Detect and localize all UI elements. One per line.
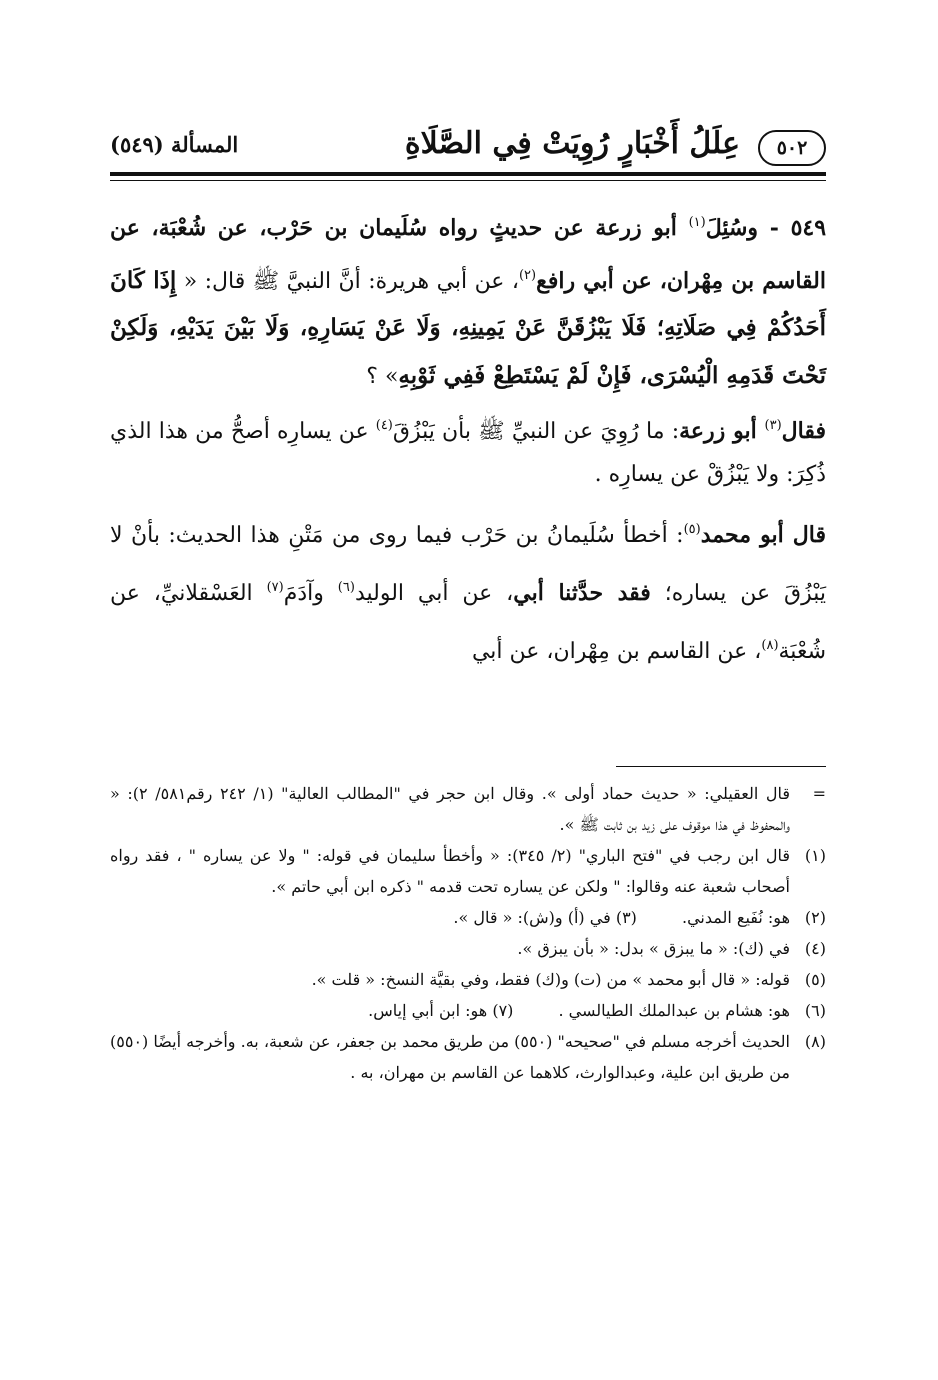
footnote-mark: =: [812, 784, 826, 803]
footnote: [110, 840, 826, 902]
footnote: [110, 778, 826, 840]
commentary-text-5: ، عن القاسم بن مِهْران، عن أبي: [471, 639, 762, 664]
footnote-text: هو: ابن أبي إياس.: [368, 1001, 488, 1020]
hadith-text: إِذَا كَانَ أَحَدُكُمْ فِي صَلَاتِهِ؛ فَلَا يَبْزُقَنَّ عَنْ يَمِينِهِ، وَلَا عَنْ يَسَارِهِ، وَلَا بَيْنَ يَدَيْهِ، وَلَكِنْ تَحْتَ قَدَمِهِ الْيُسْرَى، فَإِنْ لَمْ يَسْتَطِعْ فَفِي ثَوْبِهِ: [110, 266, 826, 389]
footnote-ref-8: (٨): [761, 638, 779, 653]
footnote: [110, 902, 826, 933]
header-rule-thin: [110, 180, 826, 181]
footnote-text: في (أ) و(ش): « قال ».: [453, 908, 611, 927]
answer-text: : ما رُوِيَ عن النبيِّ ﷺ بأن يَبْزُقَ: [392, 419, 680, 444]
commentary-lead: قال أبو محمد: [700, 522, 826, 548]
answer-lead-name: أبو زرعة: [679, 418, 765, 444]
footnote-mark: (٣): [615, 908, 637, 927]
footnote-mark: (١): [804, 846, 826, 865]
footnote: [110, 1026, 826, 1088]
footnote-ref-3: (٣): [764, 418, 782, 433]
footnote-text: هو: نُفَيع المدني.: [682, 908, 790, 927]
footnote: [110, 995, 826, 1026]
footnote: [110, 933, 826, 964]
page-header: [110, 120, 826, 178]
footnote-text: قوله: « قال أبو محمد » من (ت) و(ك) فقط، وفي بقيَّة النسخ: « قلت ».: [311, 970, 790, 989]
book-title: عِلَلُ أَخْبَارٍ رُوِيَتْ فِي الصَّلَاةِ: [404, 126, 740, 161]
commentary-text: : أخطأ سُلَيمانُ بن حَرْب فيما روى من مَتْنِ هذا الحديث: بأنْ لا يَبْزُقَ عن يساره؛: [110, 523, 827, 606]
question-paragraph: [110, 200, 826, 400]
footnote-separator: [616, 766, 826, 767]
footnote-mark: (٥): [804, 970, 826, 989]
question-text-2: ، عن أبي هريرة: أنَّ النبيَّ ﷺ قال: «: [176, 268, 519, 294]
commentary-text-4: العَسْقلانيِّ، عن شُعْبَة: [110, 581, 826, 664]
footnote-text: في (ك): « ما يبزق » بدل: « بأن يبزق ».: [517, 939, 790, 958]
question-end: » ؟: [366, 363, 399, 389]
issue-number: المسألة (٥٤٩): [110, 132, 239, 157]
footnote-ref-4: (٤): [375, 418, 393, 433]
commentary-text-2: ، عن أبي الوليد: [354, 581, 514, 606]
footnote: [110, 964, 826, 995]
footnote-text: قال العقيلي: « حديث حماد أولى ». وقال ابن حجر في "المطالب العالية" (١/ ٢٤٢ رقم٥٨١/ ٢): « والمحفوظ في هذا موقوف على زيد بن ثابت ﷺ ».: [110, 784, 791, 834]
commentary-text-3: وآدَمَ: [283, 581, 338, 606]
footnote-mark: (٨): [804, 1032, 826, 1051]
answer-lead: فقال: [781, 418, 826, 444]
footnote-mark: (٢): [804, 908, 826, 927]
footnote-ref-1: (١): [688, 215, 706, 230]
commentary-bold: فقد حدَّثنا أبي: [513, 580, 651, 606]
answer-paragraph: [110, 404, 826, 496]
footnote-ref-7: (٧): [266, 580, 284, 595]
footnote-ref-2: (٢): [518, 267, 537, 283]
question-text: أبو زرعة عن حديثٍ رواه سُلَيمان بن حَرْب، عن شُعْبَة، عن القاسم بن مِهْران، عن أبي رافع: [110, 215, 826, 294]
page-number: ٥٠٢: [758, 130, 826, 166]
commentary-paragraph: [110, 504, 826, 678]
footnote-mark: (٧): [492, 1001, 514, 1020]
issue-lead: ٥٤٩ - وسُئِلَ: [705, 215, 827, 241]
footnote-mark: (٦): [804, 1001, 826, 1020]
answer-text-2: عن يسارِه أصحُّ من هذا الذي ذُكِرَ: ولا يَبْزُقْ عن يسارِه .: [110, 419, 826, 487]
footnote-ref-5: (٥): [683, 522, 701, 537]
footnote-mark: (٤): [804, 939, 826, 958]
footnote-text: هو: هشام بن عبدالملك الطيالسي .: [558, 1001, 790, 1020]
footnote-text: الحديث أخرجه مسلم في "صحيحه" (٥٥٠) من طريق محمد بن جعفر، عن شعبة، به. وأخرجه أيضًا (٥٥٠) من طريق ابن علية، وعبدالوارث، كلاهما عن القاسم بن مهران، به .: [110, 1032, 791, 1082]
footnote-ref-6: (٦): [337, 580, 355, 595]
header-rule-thick: [110, 172, 826, 176]
footnote-text: قال ابن رجب في "فتح الباري" (٢/ ٣٤٥): « وأخطأ سليمان في قوله: " ولا عن يساره " ، فقد رواه أصحاب شعبة عنه وقالوا: " ولكن عن يساره تحت قدمه " ذكره ابن أبي حاتم ».: [110, 846, 791, 896]
main-text: [110, 200, 826, 678]
footnotes: [110, 778, 826, 1088]
